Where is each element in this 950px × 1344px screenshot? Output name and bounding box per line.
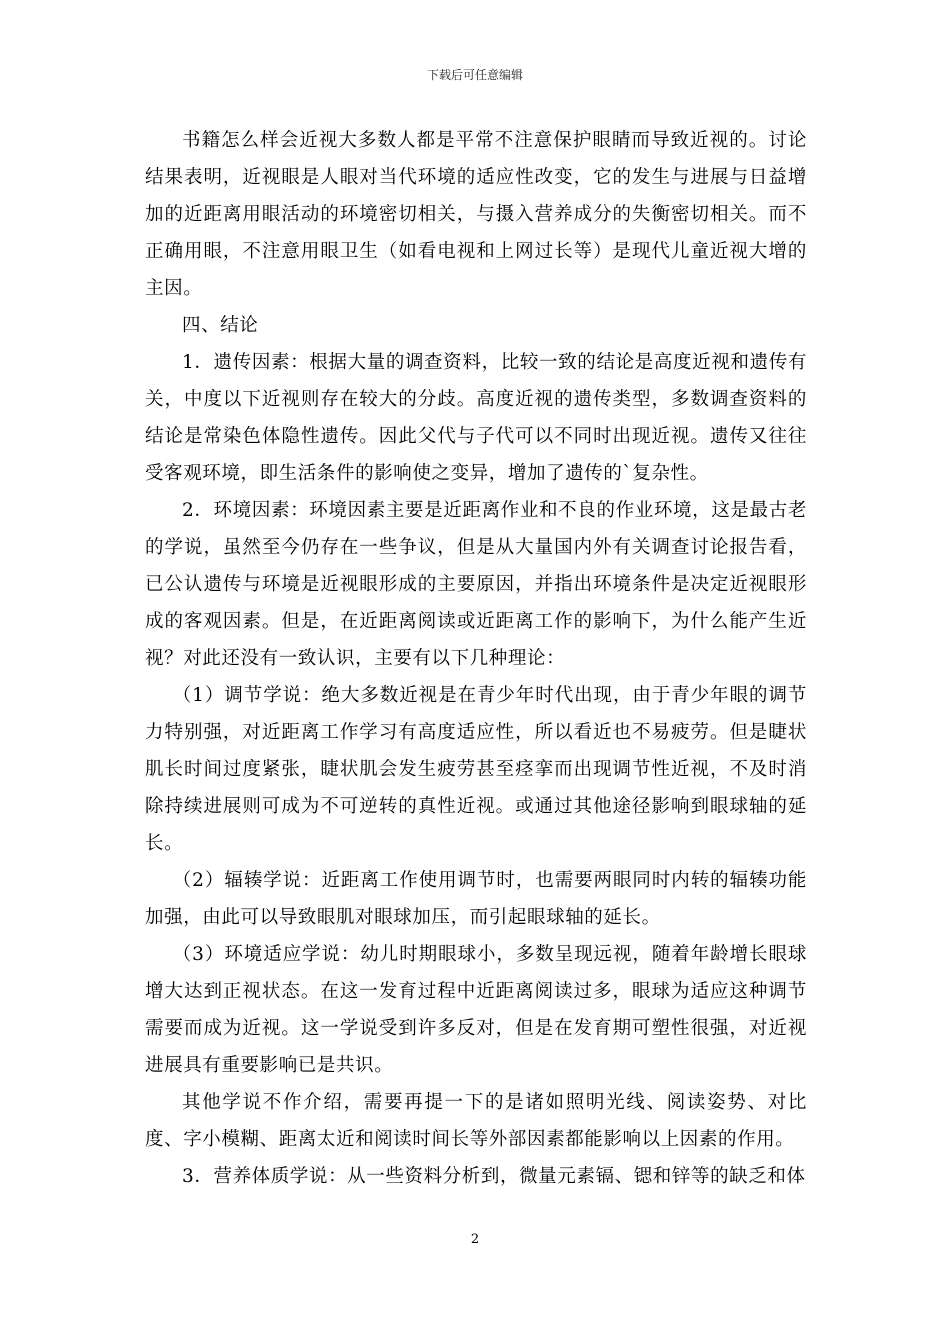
page-header: 下载后可任意编辑	[426, 68, 523, 82]
paragraph-convergence-theory: （2）辐辏学说：近距离工作使用调节时，也需要两眼同时内转的辐辏功能加强，由此可以导致眼肌对眼球加压，而引起眼球轴的延长。	[145, 870, 807, 928]
page-number: 2	[470, 1232, 480, 1247]
paragraph-nutrition-theory: 3．营养体质学说：从一些资料分析到，微量元素镉、锶和锌等的缺乏和体	[182, 1166, 806, 1187]
paragraph-adaptation-theory: （3）环境适应学说：幼儿时期眼球小，多数呈现远视，随着年龄增长眼球增大达到正视状态。在这一发育过程中近距离阅读过多，眼球为适应这种调节需要而成为近视。这一学说受到许多反对，但是在发育期可塑性很强，对近视进展具有重要影响已是共识。	[145, 944, 807, 1076]
paragraph-environmental-factors: 2．环境因素：环境因素主要是近距离作业和不良的作业环境，这是最古老的学说，虽然至今仍存在一些争议，但是从大量国内外有关调查讨论报告看，已公认遗传与环境是近视眼形成的主要原因，并指出环境条件是决定近视眼形成的客观因素。但是，在近距离阅读或近距离工作的影响下，为什么能产生近视？对此还没有一致认识，主要有以下几种理论：	[145, 500, 807, 669]
paragraph-other-theories: 其他学说不作介绍，需要再提一下的是诸如照明光线、阅读姿势、对比度、字小模糊、距离太近和阅读时间长等外部因素都能影响以上因素的作用。	[145, 1092, 807, 1150]
paragraph-myopia-causes: 书籍怎么样会近视大多数人都是平常不注意保护眼睛而导致近视的。讨论结果表明，近视眼是人眼对当代环境的适应性改变，它的发生与进展与日益增加的近距离用眼活动的环境密切相关，与摄入营养成分的失衡密切相关。而不正确用眼，不注意用眼卫生（如看电视和上网过长等）是现代儿童近视大增的主因。	[145, 130, 807, 299]
document-body	[145, 122, 807, 1195]
paragraph-accommodation-theory: （1）调节学说：绝大多数近视是在青少年时代出现，由于青少年眼的调节力特别强，对近距离工作学习有高度适应性，所以看近也不易疲劳。但是睫状肌长时间过度紧张，睫状肌会发生疲劳甚至痉挛而出现调节性近视，不及时消除持续进展则可成为不可逆转的真性近视。或通过其他途径影响到眼球轴的延长。	[145, 685, 807, 854]
paragraph-genetic-factors: 1．遗传因素：根据大量的调查资料，比较一致的结论是高度近视和遗传有关，中度以下近视则存在较大的分歧。高度近视的遗传类型，多数调查资料的结论是常染色体隐性遗传。因此父代与子代可以不同时出现近视。遗传又往往受客观环境，即生活条件的影响使之变异，增加了遗传的`复杂性。	[145, 352, 807, 484]
section-heading-conclusion: 四、结论	[182, 315, 259, 336]
